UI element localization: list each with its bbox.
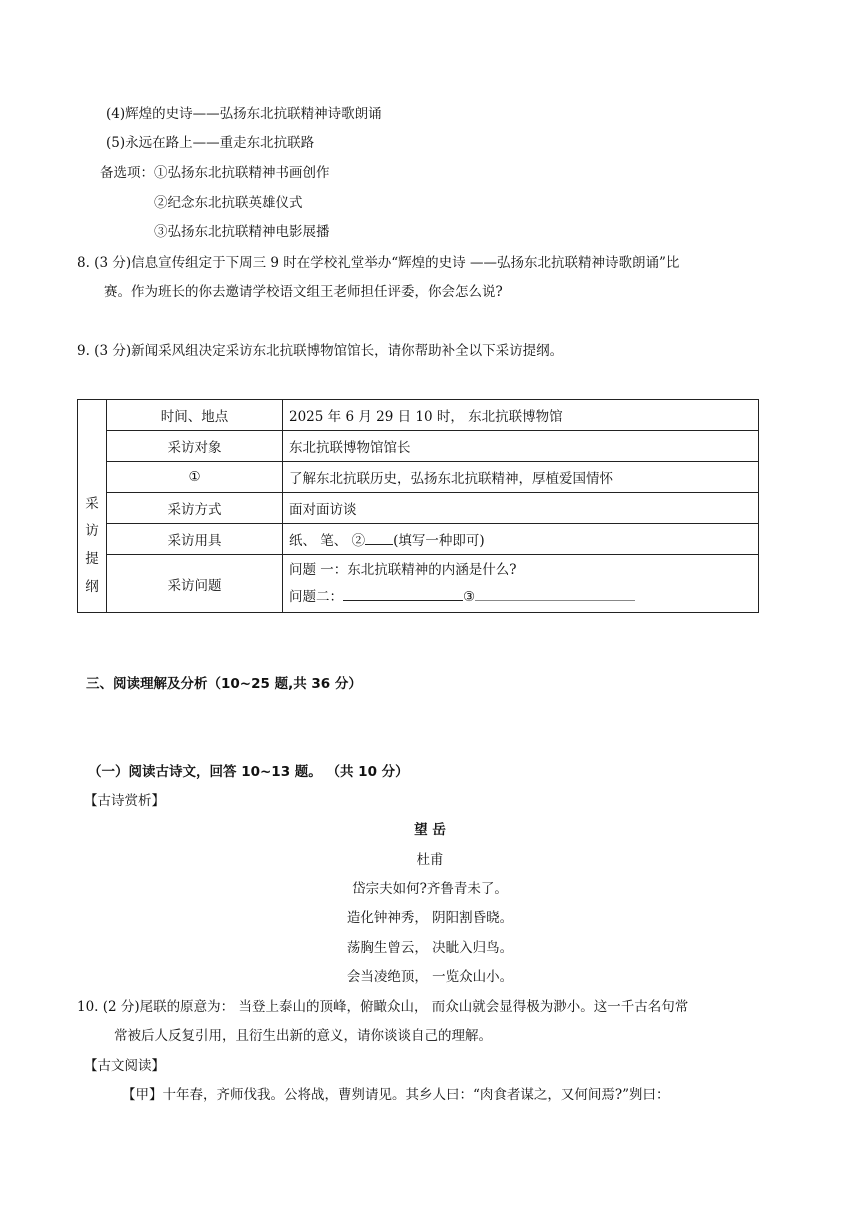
blank-2[interactable] <box>365 532 393 545</box>
interview-outline-table <box>77 399 759 613</box>
poem-line: 岱宗夫如何?齐鲁青未了。 <box>352 881 508 897</box>
question-10-line1: 10. (2 分)尾联的原意为： 当登上泰山的顶峰，俯瞰众山， 而众山就会显得极为渺小。这一千古名句常 <box>77 999 689 1015</box>
row-value-method: 面对面访谈 <box>283 493 759 524</box>
side-char: 访 <box>85 523 99 540</box>
question-9: 9. (3 分)新闻采风组决定采访东北抗联博物馆馆长，请你帮助补全以下采访提纲。 <box>77 343 564 359</box>
row-value-interviewee: 东北抗联博物馆馆长 <box>283 431 759 462</box>
poem-line: 造化钟神秀， 阴阳割昏晓。 <box>346 910 514 926</box>
question-8-line2: 赛。作为班长的你去邀请学校语文组王老师担任评委，你会怎么说? <box>104 284 503 300</box>
row-label-questions: 采访问题 <box>107 555 283 613</box>
row-label-method: 采访方式 <box>107 493 283 524</box>
row-value-tools <box>283 524 759 555</box>
poem-author: 杜甫 <box>416 852 444 868</box>
side-char: 采 <box>85 495 99 512</box>
part-1-heading: （一）阅读古诗文，回答 10~13 题。 （共 10 分） <box>88 764 409 780</box>
table-side-label <box>78 400 107 613</box>
section-3-heading: 三、阅读理解及分析（10~25 题,共 36 分） <box>86 676 362 692</box>
row-label-interviewee: 采访对象 <box>107 431 283 462</box>
backup-options-label: 备选项：①弘扬东北抗联精神书画创作 <box>100 165 330 181</box>
row-label-blank-1: ① <box>107 462 283 493</box>
blank-question-2[interactable] <box>343 588 463 601</box>
blank-3-mark: ③ <box>463 588 476 605</box>
question-2-label: 问题二： <box>289 588 343 605</box>
blank-3[interactable] <box>475 588 635 601</box>
row-value-purpose: 了解东北抗联历史，弘扬东北抗联精神，厚植爱国情怀 <box>283 462 759 493</box>
side-char: 提 <box>85 551 99 567</box>
option-item-5: (5)永远在路上——重走东北抗联路 <box>106 135 315 151</box>
poem-section-label: 【古诗赏析】 <box>84 793 165 809</box>
question-10-line2: 常被后人反复引用，且衍生出新的意义，请你谈谈自己的理解。 <box>114 1028 492 1044</box>
poem-title: 望 岳 <box>414 822 446 838</box>
row-value-questions <box>283 555 759 613</box>
poem-line: 会当凌绝顶， 一览众山小。 <box>346 969 514 985</box>
option-item-4: (4)辉煌的史诗——弘扬东北抗联精神诗歌朗诵 <box>106 106 382 122</box>
row-value-time-place: 2025 年 6 月 29 日 10 时， 东北抗联博物馆 <box>283 400 759 431</box>
classical-section-label: 【古文阅读】 <box>84 1058 165 1074</box>
side-char: 纲 <box>85 578 99 595</box>
question-8-line1: 8. (3 分)信息宣传组定于下周三 9 时在学校礼堂举办“辉煌的史诗 ——弘扬东北抗联精神诗歌朗诵”比 <box>77 255 680 271</box>
interview-question-1: 问题 一：东北抗联精神的内涵是什么? <box>289 561 517 578</box>
backup-option-3: ③弘扬东北抗联精神电影展播 <box>154 224 330 240</box>
backup-option-2: ②纪念东北抗联英雄仪式 <box>154 195 303 211</box>
row-label-tools: 采访用具 <box>107 524 283 555</box>
tools-text: 纸、 笔、 ② <box>289 533 366 549</box>
row-label-time-place: 时间、地点 <box>107 400 283 431</box>
interview-question-2 <box>289 584 752 611</box>
tools-hint: (填写一种即可) <box>393 533 485 549</box>
poem-line: 荡胸生曾云， 决眦入归鸟。 <box>346 940 514 956</box>
classical-text-line1: 【甲】十年春，齐师伐我。公将战，曹刿请见。其乡人曰：“肉食者谋之，又何间焉?”刿曰： <box>122 1087 670 1103</box>
